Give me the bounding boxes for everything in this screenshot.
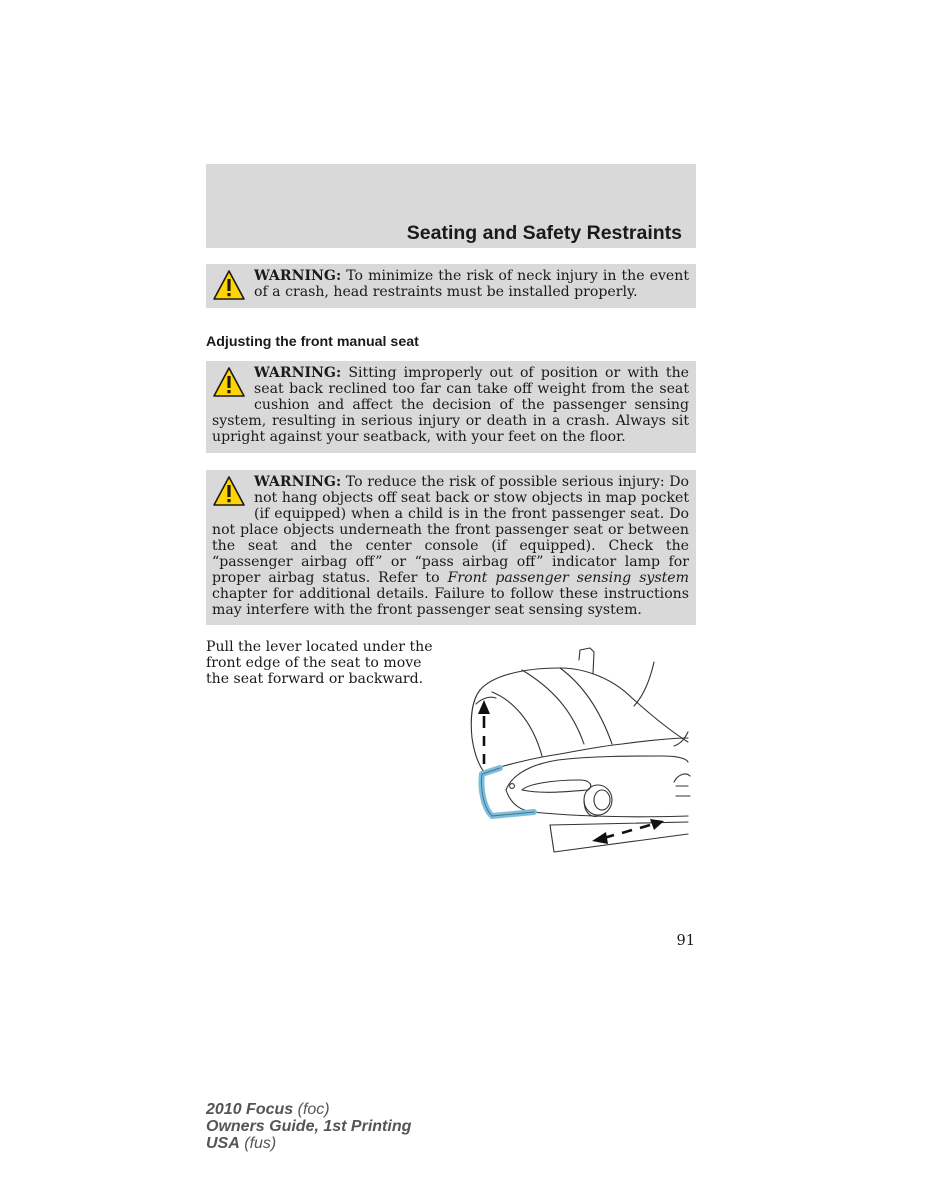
warning-text [212, 365, 689, 445]
warning-triangle-icon [212, 366, 246, 398]
chapter-reference: Front passenger sensing system [447, 570, 689, 586]
warning-text [212, 474, 689, 618]
footer-line-model [206, 1101, 411, 1118]
manual-seat-lever-illustration [462, 640, 692, 860]
warning-box-head-restraints [206, 264, 696, 308]
warning-body-before: To reduce the risk of possible serious injury: Do not hang objects off seat back or stow objects in map pocket (if equipped) when a child is in the front passenger seat. Do not place objects underneath the front passenger seat or between the seat and the center console (if equipped). Check the “passenger airbag off” or “pass airbag off” indicator lamp for proper airbag status. Refer to [212, 474, 689, 586]
footer-model-code: (foc) [297, 1101, 330, 1118]
footer-guide: Owners Guide, 1st Printing [206, 1118, 412, 1135]
warning-label: WARNING: [254, 268, 342, 284]
section-heading: Adjusting the front manual seat [206, 334, 419, 350]
page-number: 91 [676, 933, 695, 949]
warning-triangle-icon [212, 475, 246, 507]
footer-line-guide [206, 1118, 411, 1135]
warning-label: WARNING: [254, 365, 342, 381]
footer-region-code: (fus) [244, 1135, 277, 1152]
warning-box-child-objects [206, 470, 696, 625]
seat-adjust-instruction: Pull the lever located under the front edge of the seat to move the seat forward or backward. [206, 639, 433, 687]
print-footer [206, 1101, 411, 1152]
warning-body: Sitting improperly out of position or with the seat back reclined too far can take off weight from the seat cushion and affect the decision of the passenger sensing system, resulting in serious injury or death in a crash. Always sit upright against your seatback, with your feet on the floor. [212, 365, 690, 445]
chapter-header-band [206, 164, 696, 248]
footer-model: 2010 Focus [206, 1101, 294, 1118]
warning-triangle-icon [212, 269, 246, 301]
warning-box-seating-position [206, 361, 696, 453]
warning-body-after: chapter for additional details. Failure to follow these instructions may interfere with the front passenger seat sensing system. [212, 586, 689, 618]
warning-body: To minimize the risk of neck injury in the event of a crash, head restraints must be installed properly. [254, 268, 690, 300]
warning-label: WARNING: [254, 474, 342, 490]
warning-text [212, 268, 689, 300]
chapter-title: Seating and Safety Restraints [406, 222, 682, 244]
footer-region: USA [206, 1135, 240, 1152]
footer-line-region [206, 1135, 411, 1152]
